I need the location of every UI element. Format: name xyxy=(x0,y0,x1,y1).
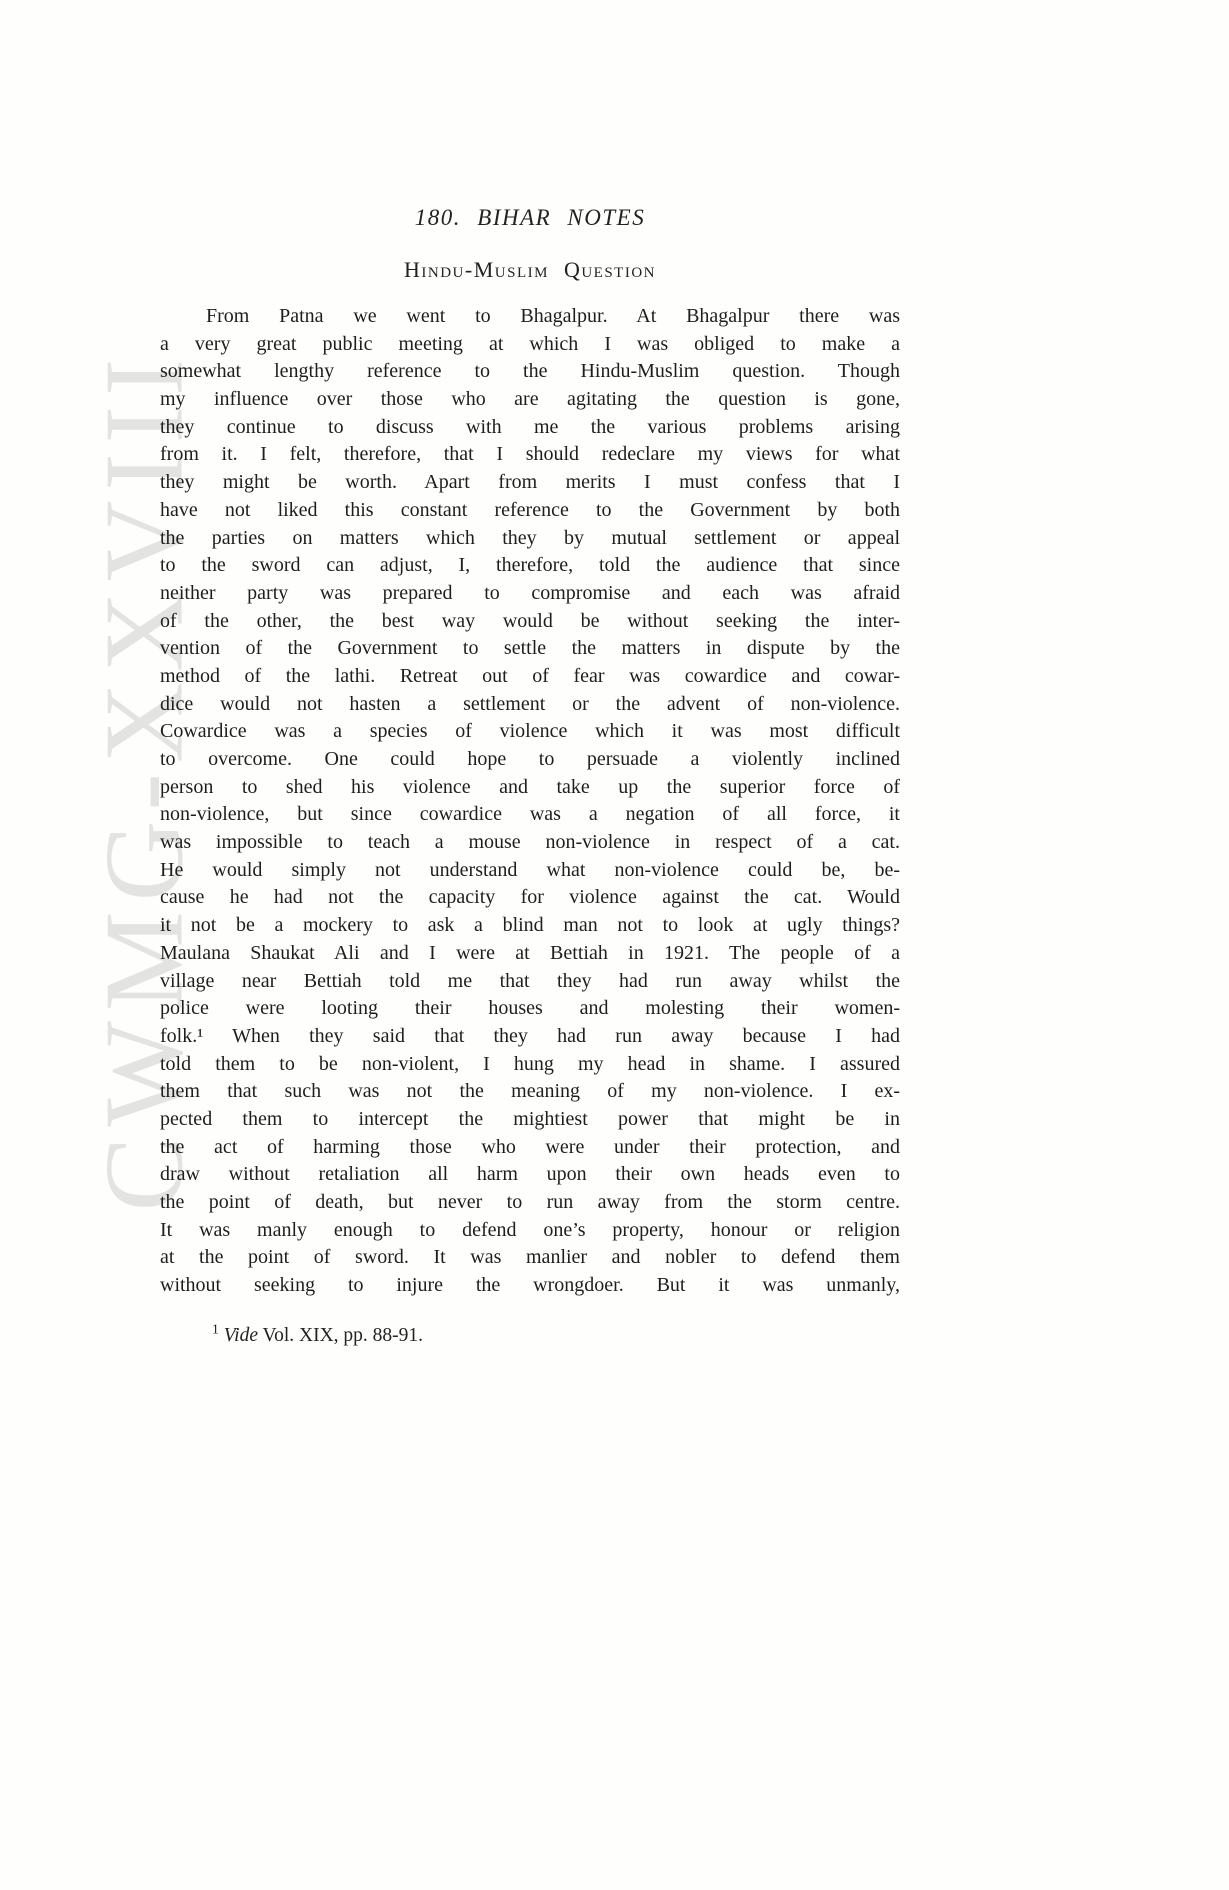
footnote-marker: 1 xyxy=(212,1321,219,1337)
body-line: it not be a mockery to ask a blind man not to look at ugly things? xyxy=(160,914,900,937)
body-line: village near Bettiah told me that they had run away whilst the xyxy=(160,969,900,992)
body-line: From Patna we went to Bhagalpur. At Bhagalpur there was xyxy=(206,305,900,327)
body-line: they might be worth. Apart from merits I must confess that I xyxy=(160,471,900,494)
body-line: method of the lathi. Retreat out of fear was cowardice and cowar- xyxy=(160,664,900,687)
body-line: Maulana Shaukat Ali and I were at Bettiah in 1921. The people of a xyxy=(160,941,900,964)
body-line: was impossible to teach a mouse non-violence in respect of a cat. xyxy=(160,831,900,854)
body-line: told them to be non-violent, I hung my head in shame. I assured xyxy=(160,1052,900,1075)
footnote-work-title: Vide xyxy=(223,1324,258,1346)
body-line: a very great public meeting at which I was obliged to make a xyxy=(160,332,900,355)
body-line: draw without retaliation all harm upon their own heads even to xyxy=(160,1163,900,1186)
page-content xyxy=(160,205,900,1367)
chapter-title: 180. BIHAR NOTES xyxy=(414,205,646,230)
body-line: the act of harming those who were under their protection, and xyxy=(160,1135,900,1158)
body-line: at the point of sword. It was manlier and nobler to defend them xyxy=(160,1246,900,1269)
body-paragraph xyxy=(160,303,900,1300)
body-line: to overcome. One could hope to persuade a violently inclined xyxy=(160,748,900,770)
body-line: dice would not hasten a settlement or the advent of non-violence. xyxy=(160,692,900,715)
body-line: somewhat lengthy reference to the Hindu-Muslim question. Though xyxy=(160,360,900,383)
body-line: without seeking to injure the wrongdoer. But it was unmanly, xyxy=(160,1274,900,1297)
body-line: to the sword can adjust, I, therefore, told the audience that since xyxy=(160,554,900,577)
body-line: He would simply not understand what non-violence could be, be- xyxy=(160,858,900,881)
body-line: the parties on matters which they by mutual settlement or appeal xyxy=(160,526,900,549)
body-line: them that such was not the meaning of my non-violence. I ex- xyxy=(160,1080,900,1103)
body-line: It was manly enough to defend one’s property, honour or religion xyxy=(160,1218,900,1241)
body-line: folk.¹ When they said that they had run away because I had xyxy=(160,1024,900,1047)
body-line: the point of death, but never to run away from the storm centre. xyxy=(160,1191,900,1213)
body-line: they continue to discuss with me the various problems arising xyxy=(160,415,900,438)
body-line: of the other, the best way would be without seeking the inter- xyxy=(160,609,900,632)
body-line: neither party was prepared to compromise and each was afraid xyxy=(160,581,900,604)
body-line: cause he had not the capacity for violence against the cat. Would xyxy=(160,886,900,909)
volume-watermark: CWMG-XXVIII xyxy=(82,348,207,1212)
body-line: police were looting their houses and molesting their women- xyxy=(160,997,900,1020)
body-line: Cowardice was a species of violence which it was most difficult xyxy=(160,720,900,743)
body-line: have not liked this constant reference to the Government by both xyxy=(160,498,900,521)
body-line: person to shed his violence and take up the superior force of xyxy=(160,775,900,798)
footnote-reference: Vol. XIX, pp. 88-91. xyxy=(262,1324,424,1346)
footnote xyxy=(160,1321,900,1348)
body-line: non-violence, but since cowardice was a negation of all force, it xyxy=(160,803,900,826)
section-heading: Hindu-Muslim Question xyxy=(404,257,656,282)
body-line: from it. I felt, therefore, that I should redeclare my views for what xyxy=(160,443,900,466)
body-line: my influence over those who are agitating the question is gone, xyxy=(160,388,900,411)
body-line: pected them to intercept the mightiest power that might be in xyxy=(160,1107,900,1130)
body-line: vention of the Government to settle the matters in dispute by the xyxy=(160,637,900,660)
